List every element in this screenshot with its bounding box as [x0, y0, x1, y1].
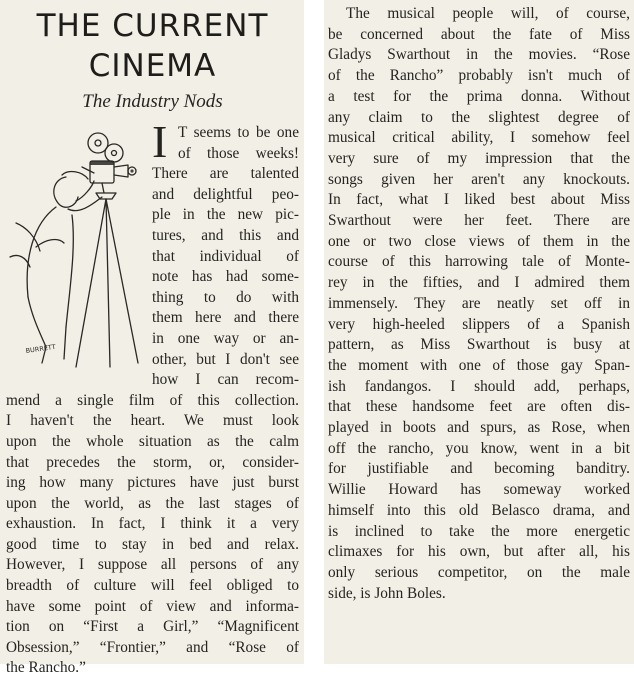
body-line: one or two close views of them in the: [328, 232, 630, 250]
wrap-line: T seems to be one: [178, 124, 299, 141]
body-line: Obsession,” “Frontier,” and “Rose of: [6, 638, 299, 656]
body-line: pattern, as Miss Swarthout is busy at: [328, 336, 630, 354]
artist-signature: BURRETT: [25, 342, 57, 355]
body-line: any claim to the slightest degree of: [328, 108, 630, 126]
body-line: Gladys Swarthout in the movies. “Rose: [328, 46, 630, 64]
body-line: ish fandangos. I should add, perhaps,: [328, 377, 630, 395]
body-line: the moment with one of those gay Span-: [328, 356, 630, 374]
body-line: is inclined to take the more energetic: [328, 522, 630, 540]
wrap-line: There are talented: [152, 165, 299, 183]
body-line: side, is John Boles.: [328, 584, 446, 602]
body-line: himself into this old Belasco drama, and: [328, 501, 630, 519]
body-line: Willie Howard has someway worked: [328, 481, 630, 499]
body-line: In fact, what I liked best about Miss: [328, 191, 630, 209]
body-line: that these handsome feet are often dis-: [328, 398, 630, 416]
body-line: have some point of view and informa-: [6, 597, 299, 615]
body-line: I haven't the heart. We must look: [6, 412, 299, 430]
wrap-line: other, but I don't see: [152, 350, 299, 368]
body-line: climaxes for his own, but after all, his: [328, 543, 630, 561]
title-line-2: CINEMA: [88, 48, 217, 84]
body-line: very sure of my impression that the: [328, 149, 630, 167]
subtitle: The Industry Nods: [82, 91, 223, 112]
body-line: upon the whole situation as the calm: [6, 432, 299, 450]
left-column: [0, 0, 304, 677]
body-line: a test for the prima donna. Without: [328, 87, 630, 105]
body-line: exhaustion. In fact, I think it a very: [6, 515, 299, 533]
body-line: course of this harrowing tale of Monte-: [328, 253, 630, 271]
body-line: very high-heeled slippers of a Spanish: [328, 315, 630, 333]
left-body-text: [6, 391, 299, 679]
body-line: off the rancho, you know, went in a bit: [328, 439, 630, 457]
illustration-row: [6, 116, 299, 391]
wrap-line: that individual of: [152, 247, 299, 265]
wrap-line: ple in the new pic-: [152, 206, 299, 224]
wrap-line: note has had some-: [152, 268, 299, 286]
wrap-line: how I can recom-: [152, 371, 299, 389]
body-line: mend a single film of this collection.: [6, 391, 299, 409]
body-line: rey in the fifties, and I admired them: [328, 274, 630, 292]
body-line: musical critical ability, I somehow feel: [328, 129, 630, 147]
body-line: of the Rancho” probably isn't much of: [328, 67, 630, 85]
wrap-line: them here and there: [152, 309, 299, 327]
wrap-line: thing to do with: [152, 288, 299, 306]
body-line: be concerned about the fate of Miss: [328, 25, 630, 43]
body-line: However, I suppose all persons of any: [6, 556, 299, 574]
body-line: The musical people will, of course,: [346, 5, 630, 22]
right-column: [324, 0, 634, 664]
wrap-line: of those weeks!: [178, 144, 299, 162]
body-line: tion on “First a Girl,” “Magnificent: [6, 618, 299, 636]
body-line: immensely. They are neatly set off in: [328, 294, 630, 312]
body-line: upon the world, as the last stages of: [6, 494, 299, 512]
wrap-line: and delightful peo-: [152, 185, 299, 203]
body-line: Swarthout were her feet. There are: [328, 212, 630, 230]
title-line-1: THE CURRENT: [36, 8, 269, 44]
body-line: the Rancho.”: [6, 659, 86, 677]
body-line: breadth of culture will feel obliged to: [6, 577, 299, 595]
drop-cap: I: [152, 116, 168, 167]
body-line: ing how many pictures have just burst: [6, 474, 299, 492]
wrapped-text: [152, 116, 299, 391]
wrap-line: in one way or an-: [152, 329, 299, 347]
body-line: songs given her aren't any knockouts.: [328, 170, 630, 188]
right-body-text: [328, 4, 630, 604]
cameraman-illustration: [6, 127, 152, 374]
page-title: [6, 6, 299, 86]
body-line: played in boots and spurs, as Rose, when: [328, 419, 630, 437]
body-line: good time to stay in bed and relax.: [6, 535, 299, 553]
body-line: that precedes the storm, or, consider-: [6, 453, 299, 471]
body-line: for justifiable and becoming banditry.: [328, 460, 630, 478]
wrap-line: tures, and this and: [152, 226, 299, 244]
body-line: only serious competitor, on the male: [328, 563, 630, 581]
